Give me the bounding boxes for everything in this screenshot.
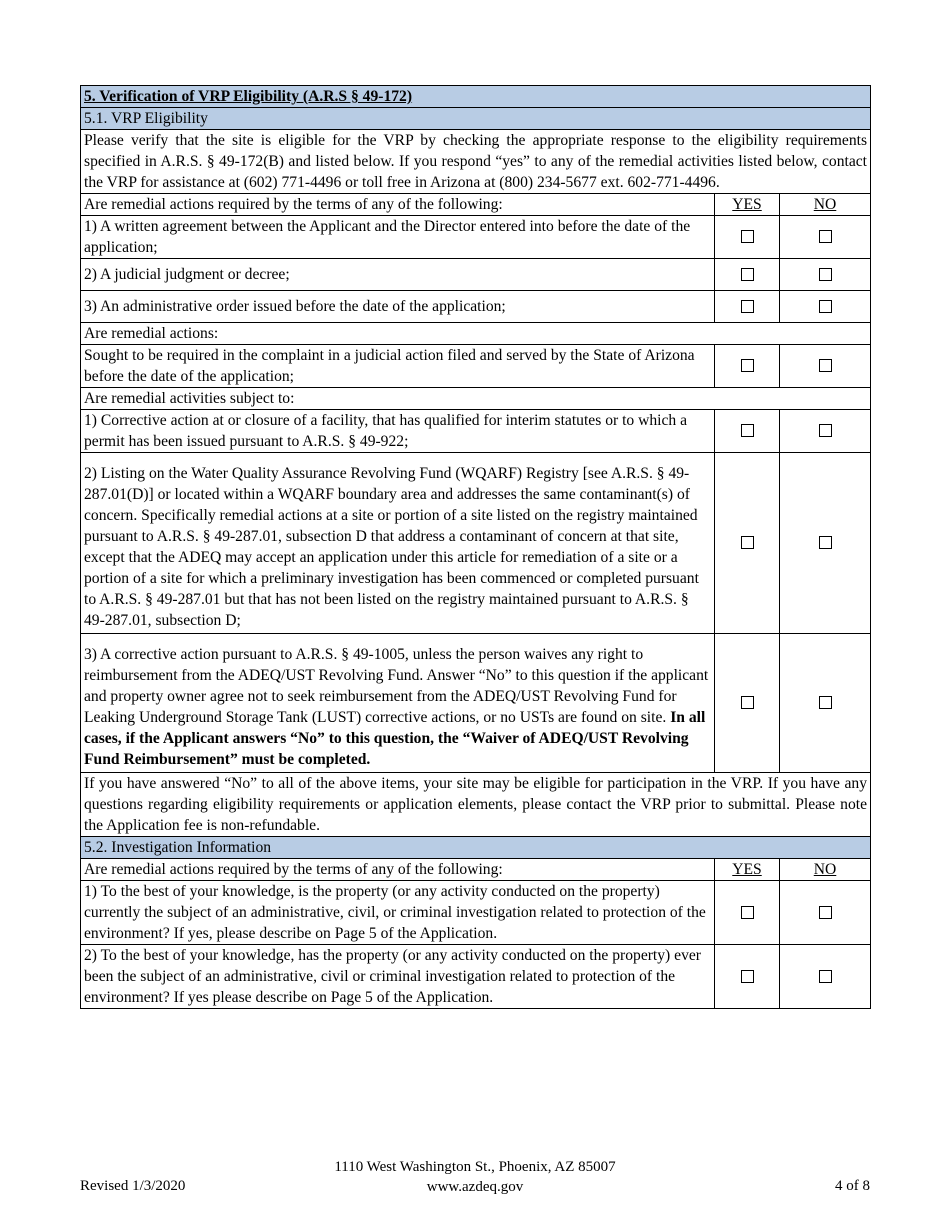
- yes-checkbox[interactable]: [741, 696, 754, 709]
- table-row: [81, 345, 871, 388]
- no-checkbox[interactable]: [819, 536, 832, 549]
- intro-row: [81, 130, 871, 194]
- no-checkbox[interactable]: [819, 696, 832, 709]
- table-row: [81, 453, 871, 634]
- no-checkbox[interactable]: [819, 359, 832, 372]
- yes-checkbox[interactable]: [741, 300, 754, 313]
- footer-website: www.azdeq.gov: [426, 1179, 524, 1195]
- question-ust-corrective-action: [81, 634, 715, 773]
- no-column-header: NO: [780, 859, 871, 881]
- footer-address: 1110 West Washington St., Phoenix, AZ 85007: [334, 1159, 616, 1175]
- no-checkbox[interactable]: [819, 300, 832, 313]
- footer-revised-date: Revised 1/3/2020: [80, 1178, 186, 1194]
- footer-address-block: [0, 1157, 950, 1197]
- intro-paragraph: Please verify that the site is eligible for the VRP by checking the appropriate response to the eligibility requirements specified in A.R.S. § 49-172(B) and listed below. If you respond “yes” to any of the remedial activities listed below, contact the VRP for assistance at (602) 771-4496 or toll free in Arizona at (800) 234-5677 ext. 602-771-4496.: [81, 130, 871, 194]
- table-row: [81, 945, 871, 1009]
- no-checkbox[interactable]: [819, 906, 832, 919]
- group2-header-row: [81, 323, 871, 345]
- question-corrective-action-facility: 1) Corrective action at or closure of a facility, that has qualified for interim statutes or to which a permit has been issued pursuant to A.R.S. § 49-922;: [81, 410, 715, 453]
- yes-checkbox[interactable]: [741, 268, 754, 281]
- subsection-title-vrp-eligibility: 5.1. VRP Eligibility: [81, 108, 871, 130]
- subsection-row: [81, 108, 871, 130]
- subsection-row: [81, 837, 871, 859]
- yes-column-header: YES: [715, 194, 780, 216]
- group3-prompt: Are remedial activities subject to:: [81, 388, 871, 410]
- yes-checkbox[interactable]: [741, 970, 754, 983]
- section-title-row: [81, 86, 871, 108]
- no-checkbox[interactable]: [819, 424, 832, 437]
- yes-checkbox[interactable]: [741, 359, 754, 372]
- table-row: [81, 216, 871, 259]
- yes-checkbox[interactable]: [741, 906, 754, 919]
- question-ust-waiver-note: In all cases, if the Applicant answers “No” to this question, the “Waiver of ADEQ/UST Revolving Fund Reimbursement” must be completed.: [84, 709, 706, 768]
- yes-checkbox[interactable]: [741, 424, 754, 437]
- yes-checkbox[interactable]: [741, 230, 754, 243]
- yes-checkbox[interactable]: [741, 536, 754, 549]
- question-ust-text: 3) A corrective action pursuant to A.R.S. § 49-1005, unless the person waives any right to reimbursement from the ADEQ/UST Revolving Fund. Answer “No” to this question if the applicant and property owner agree not to seek reimbursement from the ADEQ/UST Revolving Fund for Leaking Underground Storage Tank (LUST) corrective actions, or no USTs are found on site.: [84, 646, 709, 726]
- yes-column-header: YES: [715, 859, 780, 881]
- group1-prompt: Are remedial actions required by the terms of any of the following:: [81, 194, 715, 216]
- section-title: 5. Verification of VRP Eligibility (A.R.S § 49-172): [81, 86, 871, 108]
- subsection-title-investigation: 5.2. Investigation Information: [81, 837, 871, 859]
- no-column-header: NO: [780, 194, 871, 216]
- table-row: [81, 634, 871, 773]
- no-checkbox[interactable]: [819, 230, 832, 243]
- table-row: [81, 291, 871, 323]
- closing-paragraph: If you have answered “No” to all of the above items, your site may be eligible for participation in the VRP. If you have any questions regarding eligibility requirements or application elements, please contact the VRP prior to submittal. Please note the Application fee is non-refundable.: [81, 773, 871, 837]
- no-checkbox[interactable]: [819, 268, 832, 281]
- question-current-investigation: 1) To the best of your knowledge, is the property (or any activity conducted on the property) currently the subject of an administrative, civil, or criminal investigation related to protection of the environment? If yes, please describe on Page 5 of the Application.: [81, 881, 715, 945]
- table-row: [81, 410, 871, 453]
- question-administrative-order: 3) An administrative order issued before the date of the application;: [81, 291, 715, 323]
- group1-header-row: [81, 194, 871, 216]
- group2-prompt: Are remedial actions:: [81, 323, 871, 345]
- closing-row: [81, 773, 871, 837]
- question-judicial-judgment: 2) A judicial judgment or decree;: [81, 259, 715, 291]
- group4-prompt: Are remedial actions required by the terms of any of the following:: [81, 859, 715, 881]
- eligibility-form-table: [80, 85, 871, 1009]
- no-checkbox[interactable]: [819, 970, 832, 983]
- table-row: [81, 259, 871, 291]
- question-written-agreement: 1) A written agreement between the Applicant and the Director entered into before the date of the application;: [81, 216, 715, 259]
- table-row: [81, 881, 871, 945]
- group4-header-row: [81, 859, 871, 881]
- group3-header-row: [81, 388, 871, 410]
- question-wqarf-registry: 2) Listing on the Water Quality Assurance Revolving Fund (WQARF) Registry [see A.R.S. § 49-287.01(D)] or located within a WQARF boundary area and addresses the same contaminant(s) of concern. Specifically remedial actions at a site or portion of a site listed on the registry maintained pursuant to A.R.S. § 49-287.01, subsection D that address a contaminant of concern at that site, except that the ADEQ may accept an application under this article for remediation of a site or a portion of a site for which a preliminary investigation has been commenced or completed pursuant to A.R.S. § 49-287.01 but that has not been listed on the registry maintained pursuant to A.R.S. § 49-287.01, subsection D;: [81, 453, 715, 634]
- question-judicial-complaint: Sought to be required in the complaint in a judicial action filed and served by the State of Arizona before the date of the application;: [81, 345, 715, 388]
- footer-page-number: 4 of 8: [835, 1178, 870, 1194]
- question-past-investigation: 2) To the best of your knowledge, has the property (or any activity conducted on the property) ever been the subject of an administrative, civil or criminal investigation related to protection of the environment? If yes please describe on Page 5 of the Application.: [81, 945, 715, 1009]
